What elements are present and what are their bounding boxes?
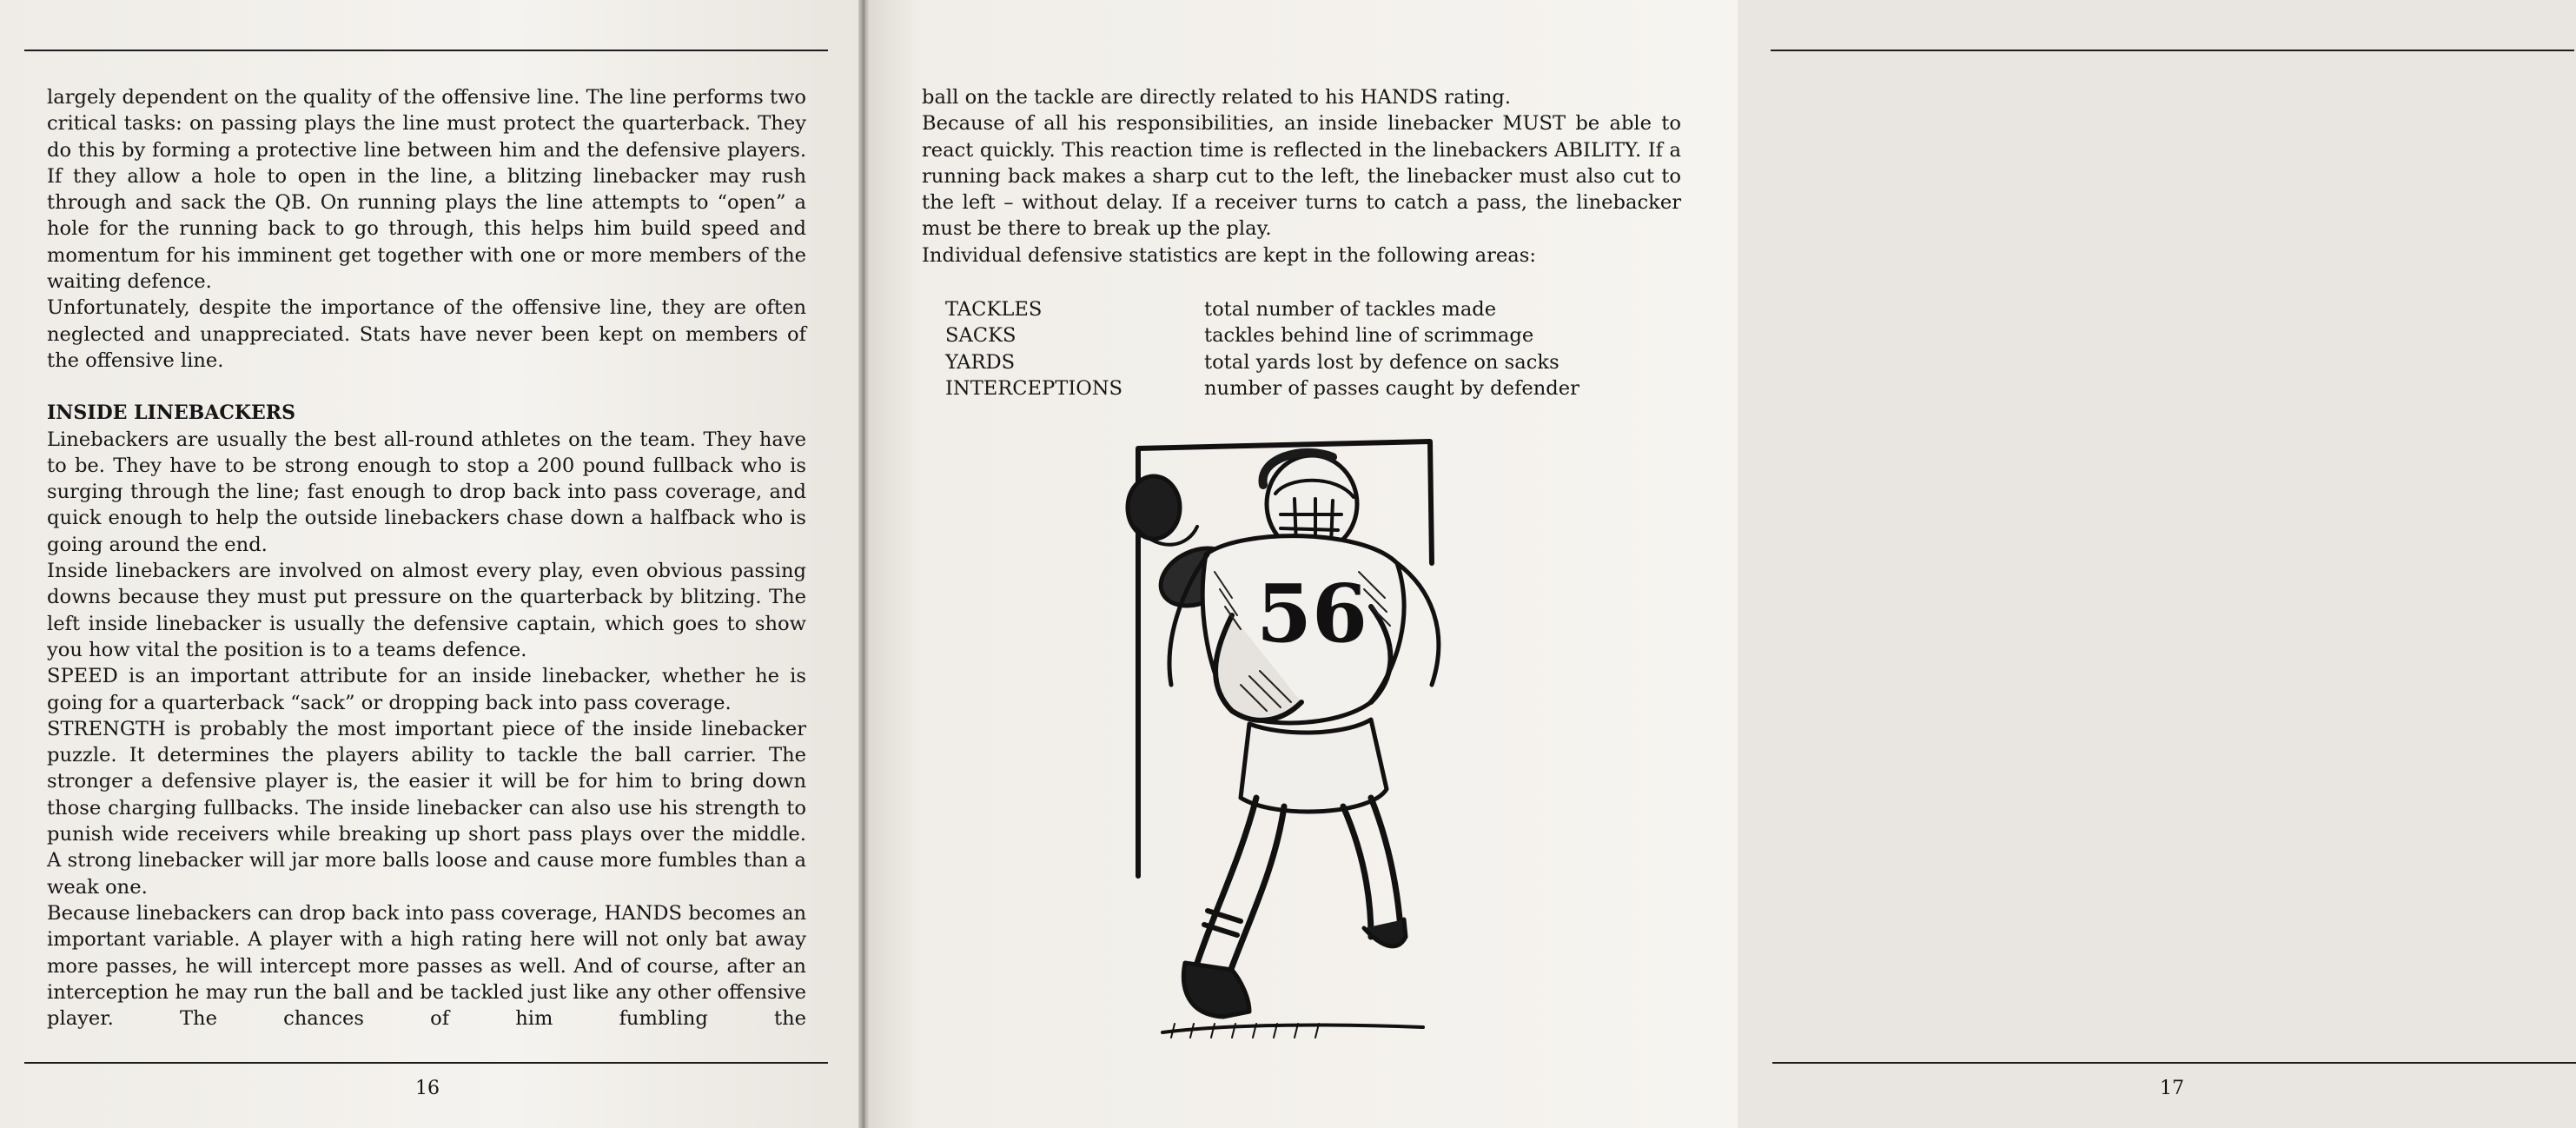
stat-description: total number of tackles made (1204, 298, 1497, 321)
left-cleat (1183, 963, 1249, 1017)
stat-term: YARDS (945, 350, 1016, 374)
defensive-stats-list (945, 296, 1621, 401)
stat-term: INTERCEPTIONS (945, 376, 1123, 400)
left-page (0, 0, 860, 1128)
left-page-text (47, 84, 806, 1032)
right-page-text (922, 84, 1681, 269)
top-rule-left (24, 50, 828, 51)
pants (1241, 720, 1387, 812)
stat-row-interceptions (945, 375, 1621, 401)
stat-description: tackles behind line of scrimmage (1204, 324, 1534, 348)
paragraph-offensive-line: largely dependent on the quality of the offensive line. The line performs two critical tasks: on passing plays the line must protect the quarterback. They do this by forming a protective line between him and the defensive players. If they allow a hole to open in the line, a blitzing linebacker may rush through and sack the QB. On running plays the line attempts to “open” a hole for the running back to go through, this helps him build speed and momentum for his imminent get together with one or more members of the waiting defence. (47, 86, 806, 294)
spacer (47, 374, 806, 400)
bottom-rule-left (24, 1062, 828, 1064)
paragraph-hands: Because linebackers can drop back into pass coverage, HANDS becomes an important variable. A player with a high rating here will not only bat away more passes, he will intercept more passes as well. And of course, after an interception he may run the ball and be tackled just like any other offensive player. The chances of him fumbling the (47, 901, 806, 1031)
bottom-rule-right (1772, 1062, 2576, 1064)
page-number-right: 17 (2160, 1078, 2184, 1099)
stat-term: TACKLES (945, 298, 1043, 321)
linebacker-illustration (1110, 424, 1475, 1046)
paragraph-hands-rating: ball on the tackle are directly related to his HANDS rating. (922, 86, 1512, 109)
section-heading-inside-linebackers: INSIDE LINEBACKERS (47, 401, 295, 425)
paragraph-speed: SPEED is an important attribute for an inside linebacker, whether he is going for a quarterback “sack” or dropping back into pass coverage. (47, 665, 806, 714)
stat-term: SACKS (945, 324, 1016, 348)
stat-row-yards (945, 349, 1621, 375)
stat-description: total yards lost by defence on sacks (1204, 350, 1560, 374)
paragraph-linebackers-athletes: Linebackers are usually the best all-round athletes on the team. They have to be. They have to be strong enough to stop a 200 pound fullback who is surging through the line; fast enough to drop back into pass coverage, and quick enough to help the outside linebackers chase down a halfback who is going around the end. (47, 428, 806, 556)
stat-row-sacks (945, 322, 1621, 348)
stat-row-tackles (945, 296, 1621, 322)
stat-description: number of passes caught by defender (1204, 376, 1579, 400)
top-rule-right (1771, 50, 2574, 51)
paragraph-stats-intro: Individual defensive statistics are kept in the following areas: (922, 243, 1536, 267)
paragraph-strength: STRENGTH is probably the most important piece of the inside linebacker puzzle. It determines the players ability to tackle the ball carrier. The stronger a defensive player is, the easier it will be for him to bring down those charging fullbacks. The inside linebacker can also use his strength to punish wide receivers while breaking up short pass plays over the middle. A strong linebacker will jar more balls loose and cause more fumbles than a weak one. (47, 717, 806, 899)
paragraph-offensive-line-stats: Unfortunately, despite the importance of the offensive line, they are often neglected and unappreciated. Stats have never been kept on members of the offensive line. (47, 296, 806, 372)
paragraph-inside-linebackers-involved: Inside linebackers are involved on almost every play, even obvious passing downs because they must put pressure on the quarterback by blitzing. The left inside linebacker is usually the defensive captain, which goes to show you how vital the position is to a teams defence. (47, 560, 806, 661)
ground-line (1162, 1025, 1423, 1032)
jersey-number: 56 (1255, 567, 1368, 660)
page-number-left: 16 (415, 1078, 440, 1099)
paragraph-ability: Because of all his responsibilities, an inside linebacker MUST be able to react quickly. This reaction time is reflected in the linebackers ABILITY. If a running back makes a sharp cut to the left, the linebacker must also cut to the left – without delay. If a receiver turns to catch a pass, the linebacker must be there to break up the play. (922, 112, 1681, 241)
